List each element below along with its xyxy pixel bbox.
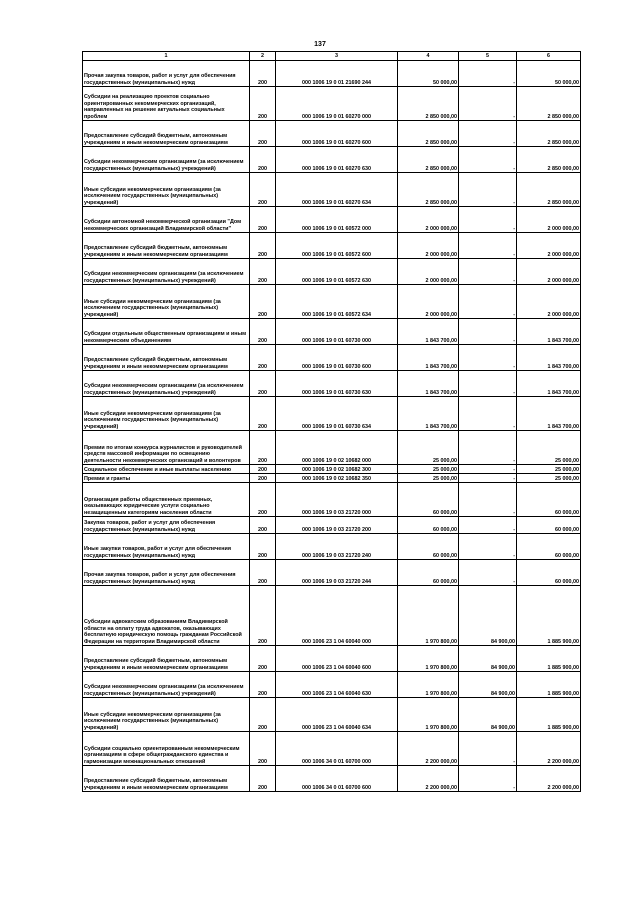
table-row	[83, 534, 581, 560]
table-row	[83, 259, 581, 285]
row-remaining-amount: 2 000 000,00	[517, 233, 581, 259]
row-executed-amount: -	[459, 285, 517, 319]
row-name: Иные субсидии некоммерческим организациям (за исключением государственных (муниципальных) учреждений)	[83, 397, 250, 431]
row-name: Субсидии отдельным общественным организациям и иным некоммерческим объединениям	[83, 319, 250, 345]
table-row	[83, 397, 581, 431]
row-remaining-amount: 2 000 000,00	[517, 285, 581, 319]
row-remaining-amount: 2 200 000,00	[517, 766, 581, 792]
table-row	[83, 371, 581, 397]
row-budget-code: 000 1006 19 0 03 21720 244	[276, 560, 398, 586]
table-row	[83, 698, 581, 732]
row-approved-amount: 2 850 000,00	[398, 147, 459, 173]
row-remaining-amount: 2 000 000,00	[517, 259, 581, 285]
row-name: Прочая закупка товаров, работ и услуг для обеспечения государственных (муниципальных) нужд	[83, 61, 250, 87]
row-executed-amount: -	[459, 345, 517, 371]
row-name: Субсидии на реализацию проектов социально ориентированных некоммерческих организаций, направленных на решение актуальных социальных проблем	[83, 87, 250, 121]
row-approved-amount: 2 000 000,00	[398, 285, 459, 319]
row-remaining-amount: 2 850 000,00	[517, 173, 581, 207]
table-row	[83, 586, 581, 646]
row-line-code: 200	[250, 698, 276, 732]
row-budget-code: 000 1006 19 0 01 60270 000	[276, 87, 398, 121]
row-line-code: 200	[250, 534, 276, 560]
row-name: Субсидии некоммерческим организациям (за исключением государственных (муниципальных) учреждений)	[83, 371, 250, 397]
row-approved-amount: 1 970 800,00	[398, 646, 459, 672]
row-name: Иные закупки товаров, работ и услуг для обеспечения государственных (муниципальных) нужд	[83, 534, 250, 560]
row-approved-amount: 2 850 000,00	[398, 173, 459, 207]
row-executed-amount: 84 900,00	[459, 586, 517, 646]
row-line-code: 200	[250, 61, 276, 87]
row-budget-code: 000 1006 19 0 01 60730 600	[276, 345, 398, 371]
table-row	[83, 474, 581, 483]
row-approved-amount: 60 000,00	[398, 560, 459, 586]
row-budget-code: 000 1006 23 1 04 60040 600	[276, 646, 398, 672]
row-name: Субсидии некоммерческим организациям (за исключением государственных (муниципальных) учреждений)	[83, 672, 250, 698]
row-budget-code: 000 1006 19 0 01 60270 630	[276, 147, 398, 173]
row-executed-amount: -	[459, 147, 517, 173]
row-executed-amount: -	[459, 61, 517, 87]
row-remaining-amount: 25 000,00	[517, 431, 581, 465]
row-approved-amount: 1 970 800,00	[398, 586, 459, 646]
row-executed-amount: -	[459, 319, 517, 345]
row-budget-code: 000 1006 19 0 01 60572 000	[276, 207, 398, 233]
table-row	[83, 560, 581, 586]
row-name: Социальное обеспечение и иные выплаты населению	[83, 465, 250, 474]
table-row	[83, 766, 581, 792]
row-executed-amount: -	[459, 87, 517, 121]
row-approved-amount: 1 970 800,00	[398, 672, 459, 698]
row-executed-amount: -	[459, 173, 517, 207]
row-budget-code: 000 1006 23 1 04 60040 634	[276, 698, 398, 732]
row-remaining-amount: 2 850 000,00	[517, 121, 581, 147]
row-approved-amount: 1 843 700,00	[398, 371, 459, 397]
row-remaining-amount: 1 885 900,00	[517, 586, 581, 646]
row-name: Предоставление субсидий бюджетным, автономным учреждениям и иным некоммерческим организациям	[83, 766, 250, 792]
row-executed-amount: -	[459, 766, 517, 792]
row-line-code: 200	[250, 207, 276, 233]
row-line-code: 200	[250, 517, 276, 534]
header-cell: 5	[459, 52, 517, 61]
row-line-code: 200	[250, 319, 276, 345]
row-budget-code: 000 1006 23 1 04 60040 630	[276, 672, 398, 698]
row-name: Иные субсидии некоммерческим организациям (за исключением государственных (муниципальных) учреждений)	[83, 173, 250, 207]
row-approved-amount: 1 843 700,00	[398, 345, 459, 371]
row-name: Иные субсидии некоммерческим организациям (за исключением государственных (муниципальных) учреждений)	[83, 285, 250, 319]
table-row	[83, 207, 581, 233]
row-executed-amount: -	[459, 732, 517, 766]
table-row	[83, 465, 581, 474]
header-cell: 2	[250, 52, 276, 61]
table-row	[83, 285, 581, 319]
row-budget-code: 000 1006 19 0 03 21720 240	[276, 534, 398, 560]
row-approved-amount: 60 000,00	[398, 517, 459, 534]
row-budget-code: 000 1006 19 0 01 60572 630	[276, 259, 398, 285]
row-approved-amount: 1 843 700,00	[398, 397, 459, 431]
row-line-code: 200	[250, 465, 276, 474]
row-approved-amount: 2 000 000,00	[398, 259, 459, 285]
row-executed-amount: -	[459, 474, 517, 483]
row-line-code: 200	[250, 371, 276, 397]
row-executed-amount: -	[459, 534, 517, 560]
row-budget-code: 000 1006 19 0 03 21720 200	[276, 517, 398, 534]
table-row	[83, 233, 581, 259]
table-row	[83, 121, 581, 147]
row-name: Предоставление субсидий бюджетным, автономным учреждениям и иным некоммерческим организациям	[83, 233, 250, 259]
row-name: Прочая закупка товаров, работ и услуг для обеспечения государственных (муниципальных) нужд	[83, 560, 250, 586]
row-budget-code: 000 1006 19 0 01 60270 600	[276, 121, 398, 147]
row-remaining-amount: 60 000,00	[517, 517, 581, 534]
row-line-code: 200	[250, 483, 276, 517]
table-row	[83, 61, 581, 87]
row-remaining-amount: 60 000,00	[517, 560, 581, 586]
row-executed-amount: -	[459, 397, 517, 431]
row-remaining-amount: 2 000 000,00	[517, 207, 581, 233]
row-remaining-amount: 1 885 900,00	[517, 698, 581, 732]
row-budget-code: 000 1006 19 0 02 10682 300	[276, 465, 398, 474]
row-budget-code: 000 1006 19 0 01 60730 000	[276, 319, 398, 345]
row-executed-amount: -	[459, 371, 517, 397]
row-approved-amount: 25 000,00	[398, 465, 459, 474]
row-line-code: 200	[250, 560, 276, 586]
row-approved-amount: 2 850 000,00	[398, 87, 459, 121]
row-line-code: 200	[250, 732, 276, 766]
row-line-code: 200	[250, 173, 276, 207]
row-line-code: 200	[250, 586, 276, 646]
row-remaining-amount: 2 850 000,00	[517, 87, 581, 121]
table-row	[83, 87, 581, 121]
row-budget-code: 000 1006 19 0 01 60730 630	[276, 371, 398, 397]
row-line-code: 200	[250, 259, 276, 285]
row-line-code: 200	[250, 147, 276, 173]
table-row	[83, 319, 581, 345]
row-remaining-amount: 1 843 700,00	[517, 345, 581, 371]
row-executed-amount: -	[459, 259, 517, 285]
row-executed-amount: 84 900,00	[459, 672, 517, 698]
row-remaining-amount: 2 850 000,00	[517, 147, 581, 173]
row-budget-code: 000 1006 34 0 01 60700 000	[276, 732, 398, 766]
row-remaining-amount: 60 000,00	[517, 483, 581, 517]
row-budget-code: 000 1006 19 0 02 10682 350	[276, 474, 398, 483]
row-line-code: 200	[250, 766, 276, 792]
row-executed-amount: 84 900,00	[459, 698, 517, 732]
row-name: Субсидии некоммерческим организациям (за исключением государственных (муниципальных) учреждений)	[83, 147, 250, 173]
row-budget-code: 000 1006 19 0 01 60270 634	[276, 173, 398, 207]
row-name: Предоставление субсидий бюджетным, автономным учреждениям и иным некоммерческим организациям	[83, 121, 250, 147]
row-remaining-amount: 1 843 700,00	[517, 371, 581, 397]
row-line-code: 200	[250, 672, 276, 698]
row-line-code: 200	[250, 233, 276, 259]
row-budget-code: 000 1006 19 0 01 21690 244	[276, 61, 398, 87]
row-approved-amount: 1 970 800,00	[398, 698, 459, 732]
row-approved-amount: 2 000 000,00	[398, 233, 459, 259]
row-name: Закупка товаров, работ и услуг для обеспечения государственных (муниципальных) нужд	[83, 517, 250, 534]
row-name: Субсидии адвокатским образованиям Владимирской области на оплату труда адвокатов, оказывающих бесплатную юридическую помощь гражданам Российской Федерации на территории Владимирской области	[83, 586, 250, 646]
row-name: Субсидии социально ориентированным некоммерческим организациям в сфере общегражданского единства и гармонизации межнациональных отношений	[83, 732, 250, 766]
table-header-row	[83, 52, 581, 61]
row-approved-amount: 1 843 700,00	[398, 319, 459, 345]
row-line-code: 200	[250, 121, 276, 147]
table-row	[83, 431, 581, 465]
table-row	[83, 517, 581, 534]
row-executed-amount: -	[459, 465, 517, 474]
table-row	[83, 345, 581, 371]
row-approved-amount: 60 000,00	[398, 483, 459, 517]
table-row	[83, 646, 581, 672]
row-name: Премии по итогам конкурса журналистов и руководителей средств массовой информации по освещению деятельности некоммерческих организаций и волонтеров	[83, 431, 250, 465]
header-cell: 3	[276, 52, 398, 61]
row-executed-amount: -	[459, 207, 517, 233]
row-name: Предоставление субсидий бюджетным, автономным учреждениям и иным некоммерческим организациям	[83, 646, 250, 672]
table-row	[83, 672, 581, 698]
header-cell: 1	[83, 52, 250, 61]
row-line-code: 200	[250, 431, 276, 465]
row-approved-amount: 25 000,00	[398, 474, 459, 483]
table-row	[83, 732, 581, 766]
row-executed-amount: -	[459, 121, 517, 147]
row-approved-amount: 2 850 000,00	[398, 121, 459, 147]
row-executed-amount: 84 900,00	[459, 646, 517, 672]
row-line-code: 200	[250, 397, 276, 431]
row-executed-amount: -	[459, 233, 517, 259]
row-budget-code: 000 1006 34 0 01 60700 600	[276, 766, 398, 792]
row-approved-amount: 2 200 000,00	[398, 732, 459, 766]
row-budget-code: 000 1006 19 0 01 60730 634	[276, 397, 398, 431]
row-approved-amount: 2 200 000,00	[398, 766, 459, 792]
row-executed-amount: -	[459, 483, 517, 517]
row-remaining-amount: 1 843 700,00	[517, 319, 581, 345]
header-cell: 6	[517, 52, 581, 61]
row-name: Субсидии некоммерческим организациям (за исключением государственных (муниципальных) учреждений)	[83, 259, 250, 285]
table-row	[83, 147, 581, 173]
row-remaining-amount: 1 885 900,00	[517, 672, 581, 698]
row-budget-code: 000 1006 19 0 02 10682 000	[276, 431, 398, 465]
row-remaining-amount: 2 200 000,00	[517, 732, 581, 766]
row-budget-code: 000 1006 19 0 01 60572 634	[276, 285, 398, 319]
row-name: Субсидии автономной некоммерческой организации "Дом некоммерческих организаций Владимирской области"	[83, 207, 250, 233]
table-row	[83, 483, 581, 517]
row-remaining-amount: 1 843 700,00	[517, 397, 581, 431]
row-executed-amount: -	[459, 431, 517, 465]
row-line-code: 200	[250, 87, 276, 121]
row-line-code: 200	[250, 285, 276, 319]
row-budget-code: 000 1006 23 1 04 60040 000	[276, 586, 398, 646]
row-name: Иные субсидии некоммерческим организациям (за исключением государственных (муниципальных) учреждений)	[83, 698, 250, 732]
row-remaining-amount: 25 000,00	[517, 465, 581, 474]
row-executed-amount: -	[459, 517, 517, 534]
row-remaining-amount: 25 000,00	[517, 474, 581, 483]
row-approved-amount: 60 000,00	[398, 534, 459, 560]
row-name: Премии и гранты	[83, 474, 250, 483]
row-executed-amount: -	[459, 560, 517, 586]
budget-table	[82, 51, 581, 792]
row-remaining-amount: 60 000,00	[517, 534, 581, 560]
row-line-code: 200	[250, 474, 276, 483]
row-approved-amount: 25 000,00	[398, 431, 459, 465]
header-cell: 4	[398, 52, 459, 61]
row-budget-code: 000 1006 19 0 01 60572 600	[276, 233, 398, 259]
row-budget-code: 000 1006 19 0 03 21720 000	[276, 483, 398, 517]
row-remaining-amount: 1 885 900,00	[517, 646, 581, 672]
page-number: 137	[314, 41, 326, 48]
row-name: Организация работы общественных приемных, оказывающих юридические услуги социально незащищенным категориям населения области	[83, 483, 250, 517]
row-line-code: 200	[250, 345, 276, 371]
row-name: Предоставление субсидий бюджетным, автономным учреждениям и иным некоммерческим организациям	[83, 345, 250, 371]
row-remaining-amount: 50 000,00	[517, 61, 581, 87]
row-approved-amount: 2 000 000,00	[398, 207, 459, 233]
row-line-code: 200	[250, 646, 276, 672]
table-row	[83, 173, 581, 207]
row-approved-amount: 50 000,00	[398, 61, 459, 87]
